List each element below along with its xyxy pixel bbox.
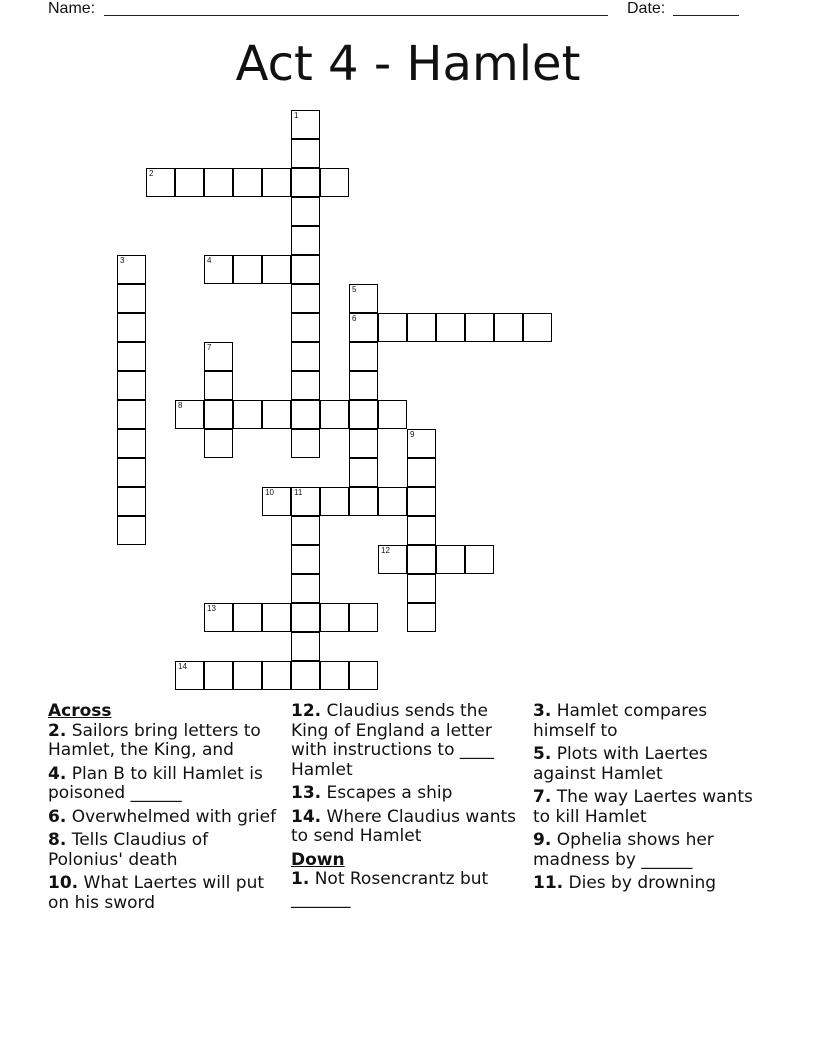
grid-cell[interactable]: [262, 603, 291, 632]
grid-cell[interactable]: [262, 400, 291, 429]
page-title: Act 4 - Hamlet: [235, 36, 581, 92]
grid-cell[interactable]: [465, 313, 494, 342]
clue-number: 1: [294, 111, 299, 120]
clue-item-number: 8.: [48, 830, 67, 850]
clue-number: 10: [265, 488, 274, 497]
grid-cell[interactable]: [291, 371, 320, 400]
grid-cell[interactable]: [436, 545, 465, 574]
grid-cell[interactable]: [291, 429, 320, 458]
clue-column-3: [533, 702, 765, 898]
grid-cell[interactable]: [320, 400, 349, 429]
grid-cell[interactable]: [117, 255, 146, 284]
clue-item: [291, 870, 523, 909]
clue-item-text: Sailors bring letters to Hamlet, the King, and: [48, 720, 261, 760]
clue-item-number: 11.: [533, 873, 564, 893]
grid-cell[interactable]: [523, 313, 552, 342]
grid-cell[interactable]: [407, 429, 436, 458]
grid-cell[interactable]: [291, 545, 320, 574]
clue-item-text: Plan B to kill Hamlet is poisoned ______: [48, 763, 263, 803]
grid-cell[interactable]: [262, 168, 291, 197]
grid-cell[interactable]: [291, 110, 320, 139]
grid-cell[interactable]: [378, 313, 407, 342]
grid-cell[interactable]: [320, 168, 349, 197]
grid-cell[interactable]: [117, 458, 146, 487]
clue-item-text: Dies by drowning: [563, 873, 717, 893]
clue-item-number: 9.: [533, 830, 552, 850]
grid-cell[interactable]: [349, 429, 378, 458]
clue-item-number: 12.: [291, 701, 322, 721]
clue-item-text: What Laertes will put on his sword: [48, 873, 265, 913]
grid-cell[interactable]: [291, 168, 320, 197]
clue-item-number: 2.: [48, 720, 67, 741]
grid-cell[interactable]: [117, 516, 146, 545]
grid-cell[interactable]: [349, 371, 378, 400]
grid-cell[interactable]: [175, 661, 204, 690]
grid-cell[interactable]: [349, 400, 378, 429]
grid-cell[interactable]: [291, 255, 320, 284]
clue-item-text: Where Claudius wants to send Hamlet: [291, 806, 517, 846]
clue-number: 2: [149, 169, 154, 178]
grid-cell[interactable]: [291, 661, 320, 690]
grid-cell[interactable]: [291, 197, 320, 226]
grid-cell[interactable]: [378, 487, 407, 516]
grid-cell[interactable]: [262, 255, 291, 284]
clue-item-text: Overwhelmed with grief: [66, 806, 277, 827]
grid-cell[interactable]: [320, 603, 349, 632]
grid-cell[interactable]: [349, 284, 378, 313]
date-label: Date:: [627, 0, 666, 17]
clue-item-text: Hamlet compares himself to: [533, 701, 708, 741]
clue-item-number: 1.: [291, 869, 310, 889]
grid-cell[interactable]: [349, 487, 378, 516]
clue-number: 9: [410, 430, 415, 439]
clue-item: [291, 702, 523, 780]
grid-cell[interactable]: [204, 603, 233, 632]
grid-cell[interactable]: [175, 168, 204, 197]
clue-item: [533, 874, 765, 894]
clue-item-number: 10.: [48, 873, 79, 893]
grid-cell[interactable]: [117, 313, 146, 342]
grid-cell[interactable]: [233, 255, 262, 284]
grid-cell[interactable]: [204, 342, 233, 371]
grid-cell[interactable]: [117, 342, 146, 371]
clue-item: [48, 765, 280, 804]
clue-number: 7: [207, 343, 212, 352]
grid-cell[interactable]: [117, 487, 146, 516]
clue-item: [48, 722, 280, 761]
grid-cell[interactable]: [117, 284, 146, 313]
grid-cell[interactable]: [117, 371, 146, 400]
grid-cell[interactable]: [320, 661, 349, 690]
clue-number: 4: [207, 256, 212, 265]
clue-item-text: The way Laertes wants to kill Hamlet: [533, 787, 753, 827]
grid-cell[interactable]: [291, 603, 320, 632]
grid-cell[interactable]: [407, 545, 436, 574]
clue-item: [48, 831, 280, 870]
clue-item-text: Tells Claudius of Polonius' death: [48, 830, 209, 870]
clue-item-number: 14.: [291, 806, 322, 827]
grid-cell[interactable]: [291, 632, 320, 661]
grid-cell[interactable]: [204, 429, 233, 458]
grid-cell[interactable]: [233, 400, 262, 429]
grid-cell[interactable]: [262, 661, 291, 690]
grid-cell[interactable]: [204, 661, 233, 690]
grid-cell[interactable]: [291, 139, 320, 168]
grid-cell[interactable]: [291, 574, 320, 603]
clue-item: [533, 745, 765, 784]
clue-item-text: Claudius sends the King of England a letter with instructions to ____ Hamlet: [291, 701, 494, 780]
grid-cell[interactable]: [407, 313, 436, 342]
grid-cell[interactable]: [291, 313, 320, 342]
clue-item: [291, 784, 523, 804]
section-heading: Across: [48, 701, 112, 721]
grid-cell[interactable]: [407, 516, 436, 545]
grid-cell[interactable]: [291, 226, 320, 255]
section-heading: Down: [291, 849, 345, 870]
clue-number: 8: [178, 401, 183, 410]
clue-item: [533, 788, 765, 827]
clue-column-2: [291, 702, 523, 913]
clue-item: [533, 831, 765, 870]
grid-cell[interactable]: [117, 400, 146, 429]
grid-cell[interactable]: [175, 400, 204, 429]
clue-number: 11: [294, 488, 303, 497]
grid-cell[interactable]: [436, 313, 465, 342]
grid-cell[interactable]: [233, 168, 262, 197]
clue-item: [291, 808, 523, 847]
clue-number: 12: [381, 546, 390, 555]
grid-cell[interactable]: [117, 429, 146, 458]
grid-cell[interactable]: [233, 603, 262, 632]
clue-item-text: Ophelia shows her madness by ______: [533, 830, 714, 870]
grid-cell[interactable]: [465, 545, 494, 574]
clue-item-number: 6.: [48, 806, 67, 827]
grid-cell[interactable]: [407, 603, 436, 632]
grid-cell[interactable]: [378, 545, 407, 574]
grid-cell[interactable]: [349, 661, 378, 690]
clue-number: 3: [120, 256, 125, 265]
grid-cell[interactable]: [233, 661, 262, 690]
clue-item-number: 7.: [533, 787, 552, 807]
grid-cell[interactable]: [349, 458, 378, 487]
grid-cell[interactable]: [378, 400, 407, 429]
clue-item-number: 5.: [533, 744, 552, 764]
grid-cell[interactable]: [349, 313, 378, 342]
grid-cell[interactable]: [407, 487, 436, 516]
grid-cell[interactable]: [291, 284, 320, 313]
clue-item: [533, 702, 765, 741]
grid-cell[interactable]: [349, 342, 378, 371]
grid-cell[interactable]: [204, 371, 233, 400]
clue-number: 5: [352, 285, 357, 294]
grid-cell[interactable]: [262, 487, 291, 516]
clue-item: [48, 874, 280, 913]
grid-cell[interactable]: [146, 168, 175, 197]
grid-cell[interactable]: [291, 342, 320, 371]
clue-item-number: 4.: [48, 763, 67, 784]
name-label: Name:: [48, 0, 96, 17]
grid-cell[interactable]: [291, 400, 320, 429]
grid-cell[interactable]: [407, 458, 436, 487]
clue-item-text: Plots with Laertes against Hamlet: [533, 744, 708, 784]
grid-cell[interactable]: [291, 487, 320, 516]
grid-cell[interactable]: [494, 313, 523, 342]
clue-item-number: 13.: [291, 783, 322, 803]
clue-number: 14: [178, 662, 187, 671]
clue-column-1: [48, 702, 280, 917]
clue-number: 13: [207, 604, 216, 613]
grid-cell[interactable]: [320, 487, 349, 516]
clue-item-text: Escapes a ship: [321, 783, 453, 803]
clue-number: 6: [352, 314, 357, 323]
clue-item: [48, 808, 280, 828]
grid-cell[interactable]: [291, 516, 320, 545]
grid-cell[interactable]: [407, 574, 436, 603]
grid-cell[interactable]: [204, 255, 233, 284]
clue-item-text: Not Rosencrantz but _______: [291, 869, 489, 909]
clue-item-number: 3.: [533, 701, 552, 721]
grid-cell[interactable]: [204, 400, 233, 429]
grid-cell[interactable]: [349, 603, 378, 632]
grid-cell[interactable]: [204, 168, 233, 197]
